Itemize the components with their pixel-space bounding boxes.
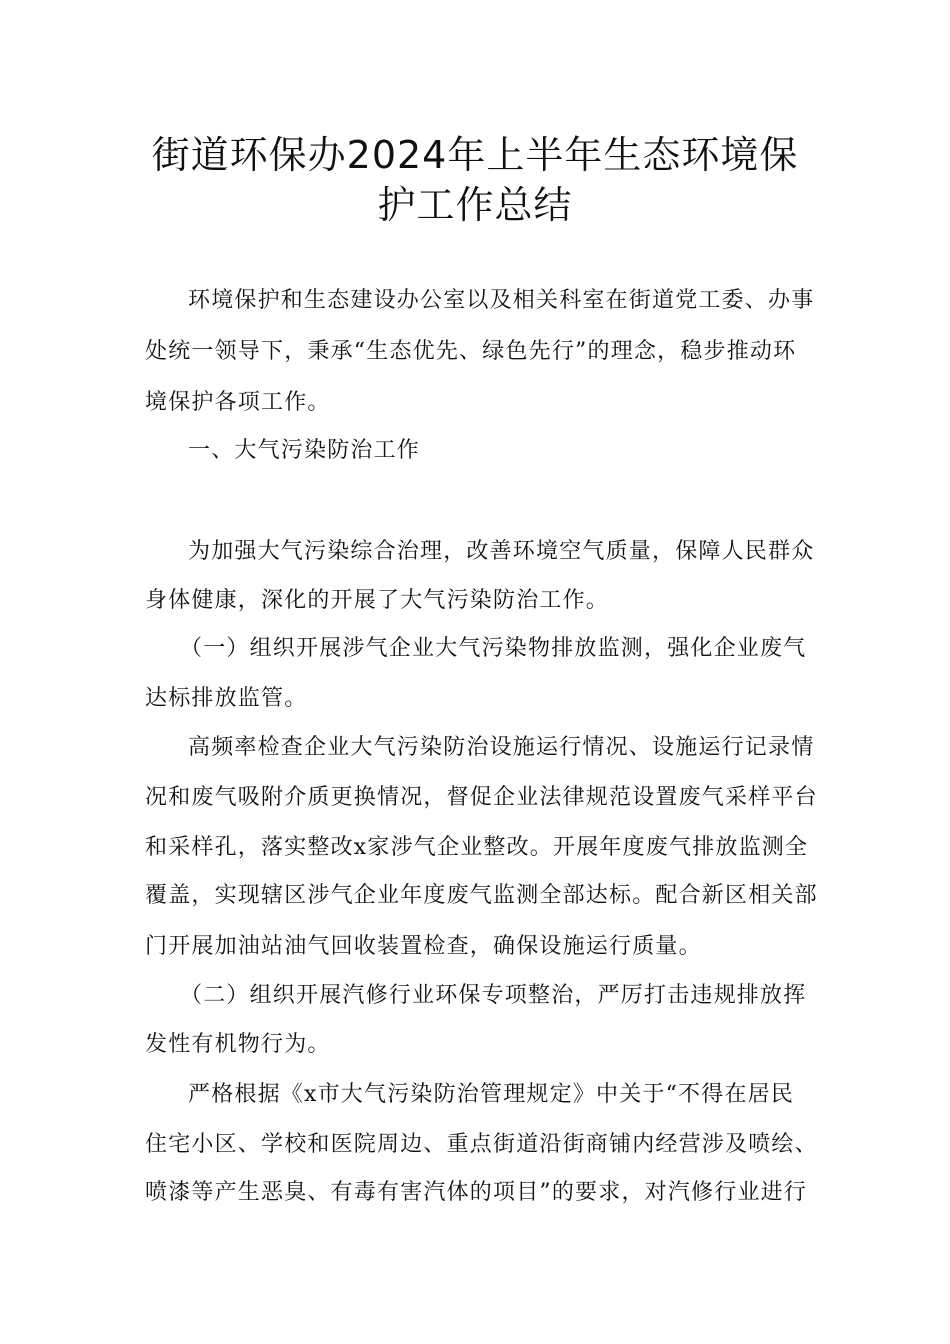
paragraph-line: 为加强大气污染综合治理，改善环境空气质量，保障人民群众 <box>188 539 815 564</box>
paragraph-line: 住宅小区、学校和医院周边、重点街道沿街商铺内经营涉及喷绘、 <box>145 1132 818 1157</box>
subsection-heading: （一）组织开展涉气企业大气污染物排放监测，强化企业废气 <box>180 636 807 661</box>
paragraph-line: 发性有机物行为。 <box>145 1032 331 1057</box>
document-title-line-2: 护工作总结 <box>377 183 573 227</box>
paragraph-line: 环境保护和生态建设办公室以及相关科室在街道党工委、办事 <box>188 288 815 313</box>
document-title-line-1: 街道环保办2024年上半年生态环境保 <box>151 133 799 177</box>
paragraph-line: 和采样孔，落实整改x家涉气企业整改。开展年度废气排放监测全 <box>145 835 809 860</box>
subsection-heading: （二）组织开展汽修行业环保专项整治，严厉打击违规排放挥 <box>180 983 807 1008</box>
paragraph-line: 门开展加油站油气回收装置检查，确保设施运行质量。 <box>145 934 702 959</box>
paragraph-line: 况和废气吸附介质更换情况，督促企业法律规范设置废气采样平台 <box>145 785 818 810</box>
paragraph-line: 严格根据《x市大气污染防治管理规定》中关于“不得在居民 <box>188 1082 795 1107</box>
paragraph-line: 覆盖，实现辖区涉气企业年度废气监测全部达标。配合新区相关部 <box>145 883 818 908</box>
paragraph-line: 境保护各项工作。 <box>145 390 331 415</box>
paragraph-line: 处统一领导下，秉承“生态优先、绿色先行”的理念，稳步推动环 <box>145 339 797 364</box>
paragraph-line: 身体健康，深化的开展了大气污染防治工作。 <box>145 588 610 613</box>
section-heading: 一、大气污染防治工作 <box>188 438 421 463</box>
paragraph-line: 高频率检查企业大气污染防治设施运行情况、设施运行记录情 <box>188 735 815 760</box>
paragraph-line: 达标排放监管。 <box>145 686 308 711</box>
paragraph-line: 喷漆等产生恶臭、有毒有害汽体的项目”的要求，对汽修行业进行 <box>145 1180 808 1205</box>
